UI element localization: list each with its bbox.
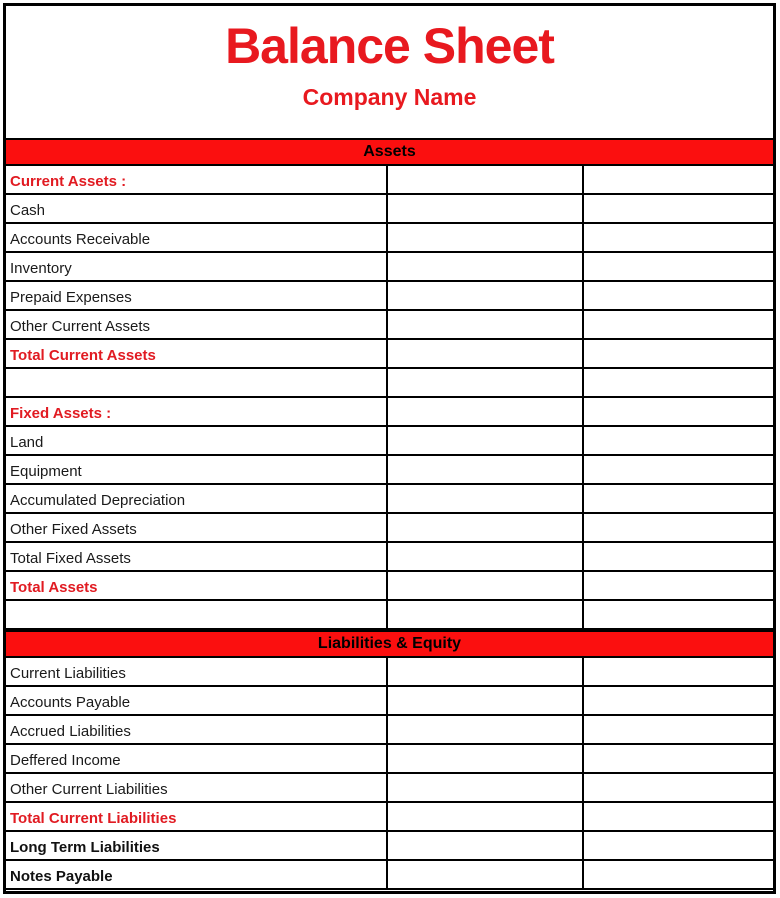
value-cell-1[interactable] [388, 282, 584, 309]
value-cell-2[interactable] [584, 195, 773, 222]
row-label: Current Liabilities [6, 658, 388, 685]
table-row [6, 398, 773, 427]
value-cell-1[interactable] [388, 398, 584, 425]
row-label: Total Assets [6, 572, 388, 599]
row-label: Total Current Assets [6, 340, 388, 367]
table-row [6, 716, 773, 745]
value-cell-2[interactable] [584, 340, 773, 367]
value-cell-2[interactable] [584, 456, 773, 483]
balance-table [6, 138, 773, 890]
value-cell-1[interactable] [388, 369, 584, 396]
table-row [6, 832, 773, 861]
row-label: Other Current Liabilities [6, 774, 388, 801]
row-label: Prepaid Expenses [6, 282, 388, 309]
row-label: Cash [6, 195, 388, 222]
value-cell-1[interactable] [388, 166, 584, 193]
row-label: Deffered Income [6, 745, 388, 772]
table-row [6, 514, 773, 543]
value-cell-1[interactable] [388, 861, 584, 888]
table-row [6, 745, 773, 774]
table-row [6, 282, 773, 311]
row-label: Accrued Liabilities [6, 716, 388, 743]
value-cell-2[interactable] [584, 803, 773, 830]
table-row [6, 687, 773, 716]
value-cell-1[interactable] [388, 572, 584, 599]
row-label: Long Term Liabilities [6, 832, 388, 859]
value-cell-1[interactable] [388, 687, 584, 714]
section-header-liabilities-equity: Liabilities & Equity [6, 630, 773, 658]
row-label [6, 369, 388, 396]
table-row [6, 369, 773, 398]
value-cell-2[interactable] [584, 687, 773, 714]
value-cell-1[interactable] [388, 456, 584, 483]
table-row [6, 253, 773, 282]
table-row [6, 543, 773, 572]
row-label: Current Assets : [6, 166, 388, 193]
table-row [6, 803, 773, 832]
row-label: Other Fixed Assets [6, 514, 388, 541]
table-row [6, 861, 773, 890]
value-cell-1[interactable] [388, 658, 584, 685]
value-cell-2[interactable] [584, 485, 773, 512]
value-cell-1[interactable] [388, 485, 584, 512]
row-label: Inventory [6, 253, 388, 280]
value-cell-2[interactable] [584, 427, 773, 454]
table-row [6, 774, 773, 803]
row-label: Accounts Payable [6, 687, 388, 714]
value-cell-2[interactable] [584, 832, 773, 859]
section-header-assets: Assets [6, 138, 773, 166]
value-cell-1[interactable] [388, 543, 584, 570]
table-row [6, 658, 773, 687]
value-cell-1[interactable] [388, 514, 584, 541]
value-cell-1[interactable] [388, 224, 584, 251]
table-row [6, 572, 773, 601]
value-cell-1[interactable] [388, 716, 584, 743]
row-label: Land [6, 427, 388, 454]
value-cell-2[interactable] [584, 861, 773, 888]
value-cell-1[interactable] [388, 745, 584, 772]
value-cell-1[interactable] [388, 195, 584, 222]
value-cell-2[interactable] [584, 398, 773, 425]
table-row [6, 456, 773, 485]
value-cell-1[interactable] [388, 427, 584, 454]
table-row [6, 195, 773, 224]
table-row [6, 485, 773, 514]
row-label [6, 601, 388, 628]
row-label: Equipment [6, 456, 388, 483]
row-label: Accounts Receivable [6, 224, 388, 251]
value-cell-2[interactable] [584, 253, 773, 280]
value-cell-2[interactable] [584, 543, 773, 570]
value-cell-2[interactable] [584, 601, 773, 628]
value-cell-2[interactable] [584, 282, 773, 309]
value-cell-2[interactable] [584, 311, 773, 338]
value-cell-2[interactable] [584, 224, 773, 251]
row-label: Other Current Assets [6, 311, 388, 338]
table-row [6, 224, 773, 253]
value-cell-1[interactable] [388, 340, 584, 367]
table-row [6, 166, 773, 195]
value-cell-1[interactable] [388, 253, 584, 280]
value-cell-2[interactable] [584, 716, 773, 743]
value-cell-1[interactable] [388, 601, 584, 628]
value-cell-1[interactable] [388, 311, 584, 338]
value-cell-2[interactable] [584, 166, 773, 193]
row-label: Total Current Liabilities [6, 803, 388, 830]
value-cell-2[interactable] [584, 774, 773, 801]
table-row [6, 340, 773, 369]
row-label: Notes Payable [6, 861, 388, 888]
company-name: Company Name [302, 84, 477, 110]
value-cell-1[interactable] [388, 803, 584, 830]
value-cell-2[interactable] [584, 745, 773, 772]
value-cell-2[interactable] [584, 572, 773, 599]
value-cell-1[interactable] [388, 774, 584, 801]
balance-sheet-page [3, 3, 776, 894]
value-cell-2[interactable] [584, 514, 773, 541]
value-cell-2[interactable] [584, 658, 773, 685]
row-label: Total Fixed Assets [6, 543, 388, 570]
row-label: Accumulated Depreciation [6, 485, 388, 512]
page-title: Balance Sheet [225, 18, 554, 74]
table-row [6, 427, 773, 456]
table-row [6, 601, 773, 630]
value-cell-2[interactable] [584, 369, 773, 396]
row-label: Fixed Assets : [6, 398, 388, 425]
table-row [6, 311, 773, 340]
title-block [6, 6, 773, 138]
value-cell-1[interactable] [388, 832, 584, 859]
